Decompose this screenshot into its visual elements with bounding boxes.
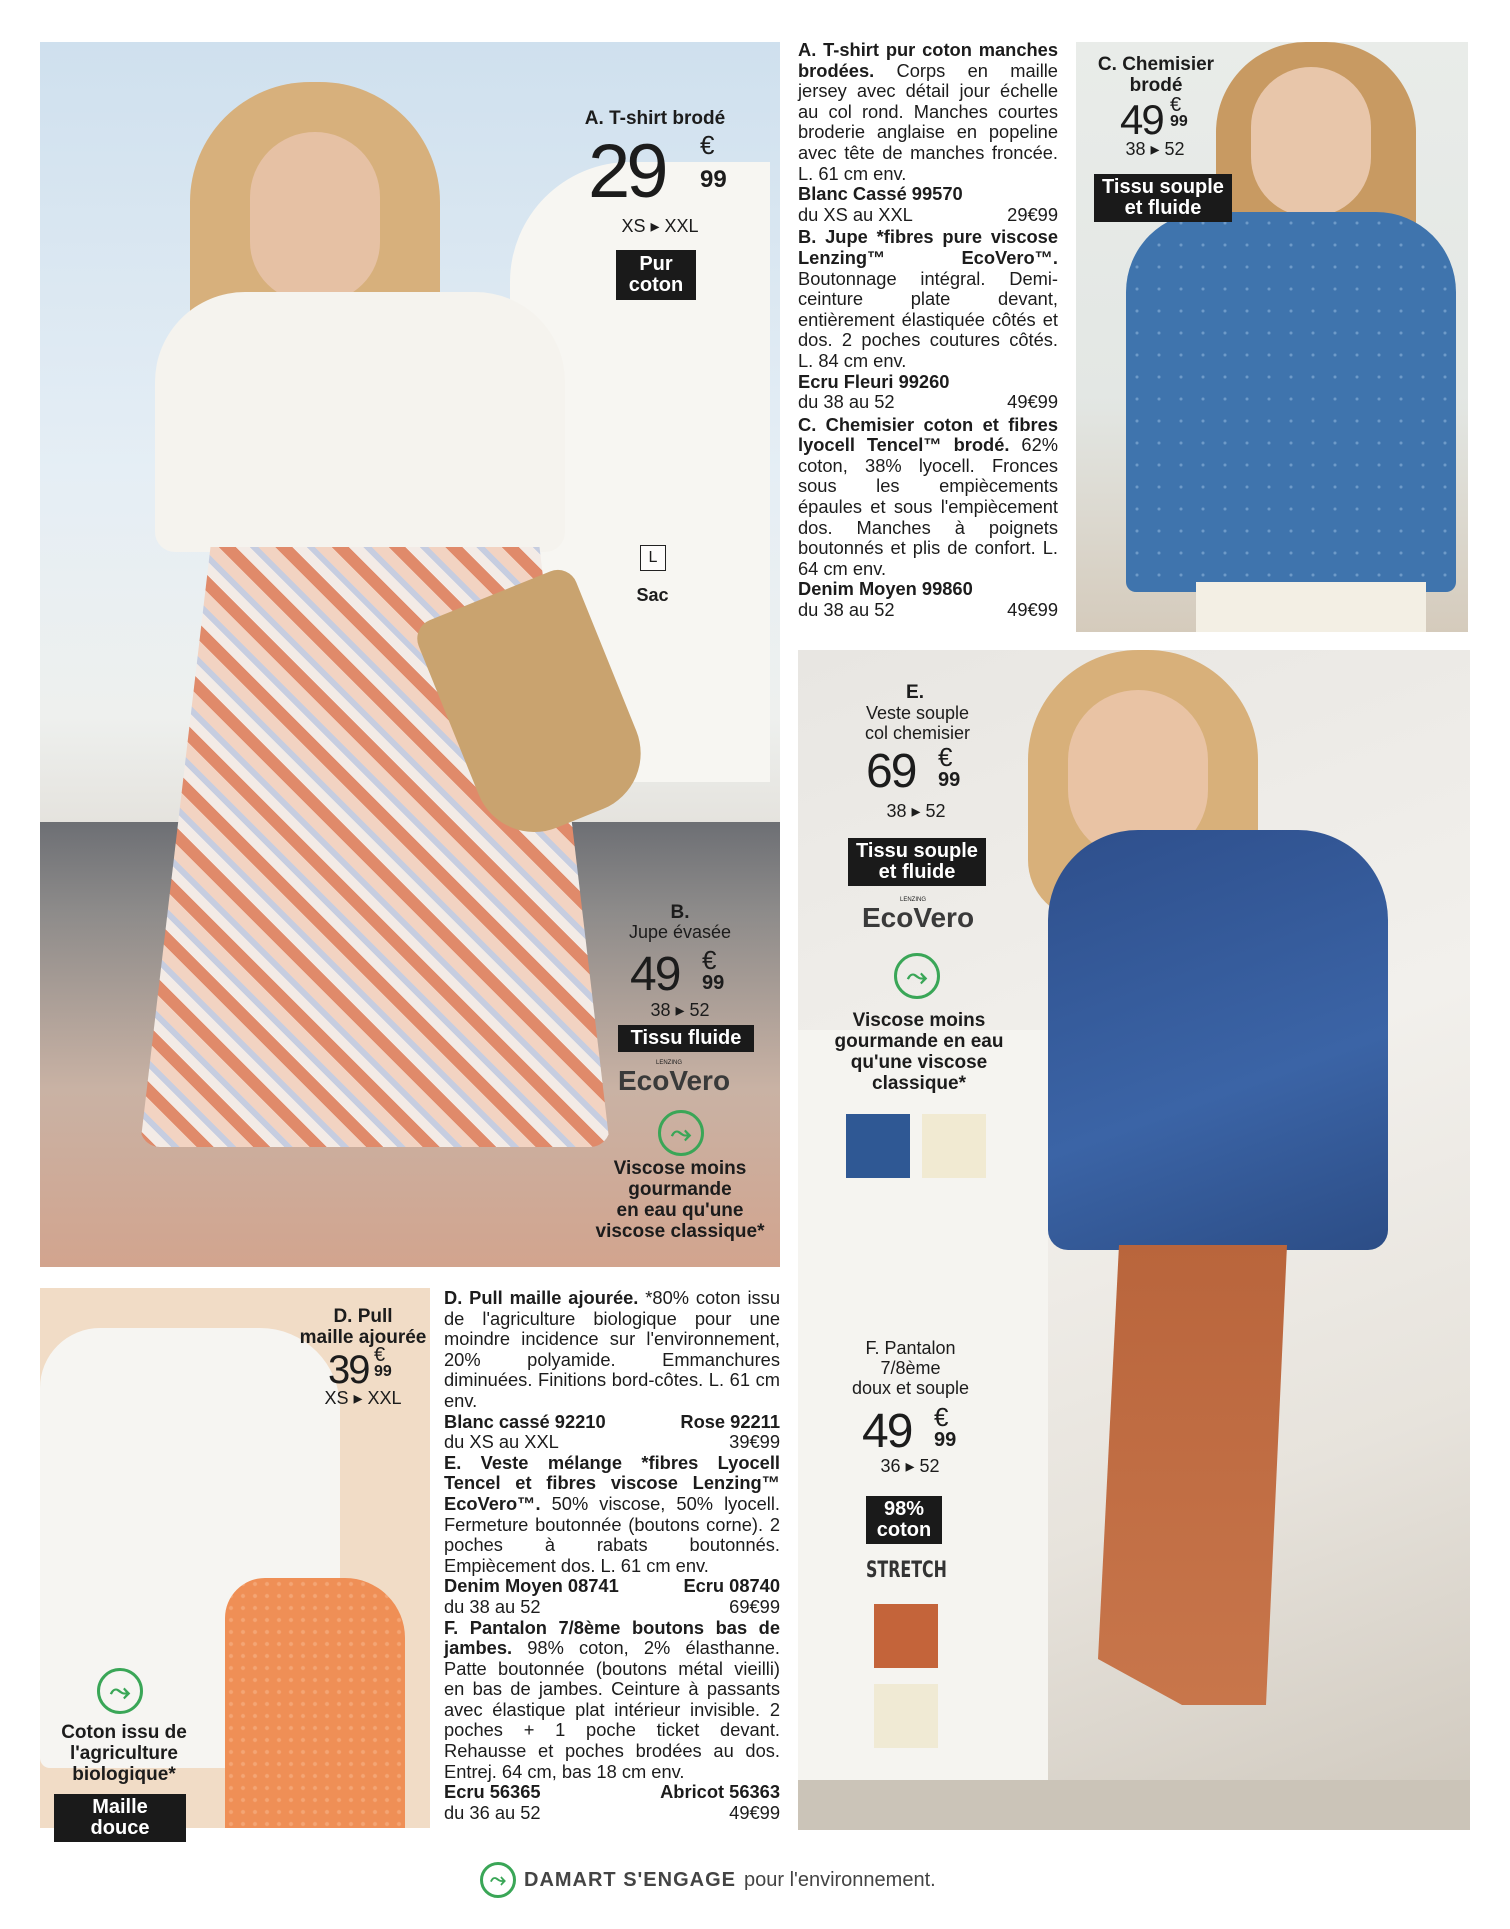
desc-column-top bbox=[798, 40, 1058, 621]
item-c-line: C. Chemisier bbox=[1097, 54, 1215, 75]
desc-f-title: F. Pantalon 7/8ème boutons bas de jambes. bbox=[444, 1616, 780, 1659]
denim-jacket bbox=[1048, 830, 1388, 1250]
desc-f-price: 49€99 bbox=[729, 1801, 780, 1823]
desc-f-sizes: du 36 au 52 bbox=[444, 1801, 541, 1823]
bio-leaf-icon: ⤳ bbox=[97, 1668, 143, 1714]
badge-line: 98% bbox=[883, 1498, 925, 1520]
desc-d-color2: Rose 92211 bbox=[680, 1410, 780, 1432]
price-euros: 69 bbox=[866, 745, 916, 798]
item-e-line: col chemisier bbox=[864, 723, 971, 743]
item-e-title bbox=[845, 703, 990, 743]
eco-line: gourmande en eau bbox=[834, 1031, 1004, 1052]
item-e-eco-text bbox=[826, 1010, 1012, 1094]
price-currency: € bbox=[700, 130, 715, 160]
desc-e-color2: Ecru 08740 bbox=[683, 1575, 780, 1597]
desc-e-price: 69€99 bbox=[729, 1595, 780, 1617]
price-cents: 99 bbox=[1170, 113, 1188, 130]
desc-b-sizes: du 38 au 52 bbox=[798, 391, 895, 413]
color-swatch-abricot[interactable] bbox=[874, 1604, 938, 1668]
ecovero-small: LENZING bbox=[656, 1060, 683, 1066]
model-face bbox=[250, 132, 380, 302]
ecovero-small: LENZING bbox=[900, 897, 927, 903]
desc-f-text: 98% coton, 2% élasthanne. Patte boutonnée (boutons métal vieilli) en bas de jambes. Ceinture à passants avec élastique plat intérieur invisible. 2 poches + 1 poche ticket devant. Rehausse et poches brodées au dos. Entrej. 64 cm, bas 18 cm env. bbox=[444, 1637, 780, 1782]
desc-d-text: *80% coton issu de l'agriculture biologique pour une moindre incidence sur l'environnement, 20% polyamide. Emmanchures diminuées. Finitions bord-côtes. L. 61 cm env. bbox=[444, 1287, 780, 1411]
eco-line: Viscose moins bbox=[613, 1158, 747, 1179]
desc-a-title: A. T-shirt pur coton manches brodées. bbox=[798, 39, 1058, 81]
item-b-sizes: 38 ▸ 52 bbox=[650, 1000, 710, 1020]
desc-c-price: 49€99 bbox=[1007, 599, 1058, 621]
price-currency: € bbox=[934, 1402, 949, 1432]
ecovero-brand: EcoVero bbox=[862, 902, 975, 933]
desc-f-color1: Ecru 56365 bbox=[444, 1781, 541, 1803]
desc-c-title: C. Chemisier coton et fibres lyocell Tencel™ brodé. bbox=[798, 413, 1058, 456]
desc-d-sizes: du XS au XXL bbox=[444, 1431, 559, 1453]
eco-line: qu'une viscose bbox=[850, 1052, 988, 1073]
desc-a-text: Corps en maille jersey avec détail jour échelle au col rond. Manches courtes broderie anglaise en popeline avec tête de manches froncée. L. 61 cm env. bbox=[798, 59, 1058, 184]
desc-b-text: Boutonnage intégral. Demi-ceinture plate devant, entièrement élastiquée côtés et dos. 2 poches coutures côtés. L. 84 cm env. bbox=[798, 267, 1058, 371]
desc-f-color2: Abricot 56363 bbox=[660, 1781, 780, 1803]
desc-column-bottom bbox=[444, 1288, 780, 1823]
desc-d-price: 39€99 bbox=[729, 1431, 780, 1453]
price-cents: 99 bbox=[702, 972, 725, 994]
footer-brand: DAMART S'ENGAGE bbox=[524, 1868, 736, 1891]
ecovero-brand: EcoVero bbox=[618, 1065, 731, 1096]
desc-e-color1: Denim Moyen 08741 bbox=[444, 1575, 619, 1597]
desc-d-title: D. Pull maille ajourée. bbox=[444, 1287, 639, 1308]
desc-a-color: Blanc Cassé 99570 bbox=[798, 183, 963, 205]
desc-d-color-row bbox=[444, 1412, 780, 1433]
item-f-price bbox=[862, 1402, 972, 1462]
desc-f-color-row bbox=[444, 1782, 780, 1803]
footer-text: pour l'environnement. bbox=[743, 1868, 936, 1891]
item-e-sizes: 38 ▸ 52 bbox=[886, 801, 946, 821]
eco-leaf-icon: ⤳ bbox=[894, 953, 940, 999]
item-e-line: Veste souple bbox=[865, 703, 970, 723]
desc-d bbox=[444, 1288, 780, 1453]
stretch-label: STRETCH bbox=[866, 1558, 947, 1583]
desc-a-size-row bbox=[798, 205, 1058, 226]
item-f-sizes: 36 ▸ 52 bbox=[880, 1456, 940, 1476]
eco-line: viscose classique* bbox=[595, 1221, 765, 1242]
item-b-badge: Tissu fluide bbox=[618, 1025, 754, 1052]
eco-line: Viscose moins bbox=[852, 1010, 986, 1031]
desc-f-size-row bbox=[444, 1803, 780, 1824]
desc-e bbox=[444, 1453, 780, 1618]
item-d-badge: Maille douce bbox=[54, 1794, 186, 1842]
badge-line: coton bbox=[876, 1519, 932, 1541]
desc-c-size-row bbox=[798, 600, 1058, 621]
price-euros: 29 bbox=[588, 129, 665, 214]
desc-d-color1: Blanc cassé 92210 bbox=[444, 1410, 606, 1432]
desc-e-title: E. Veste mélange *fibres Lyocell Tencel et fibres viscose Lenzing™ EcoVero™. bbox=[444, 1451, 780, 1514]
price-currency: € bbox=[1170, 94, 1182, 116]
item-f-line: 7/8ème bbox=[880, 1358, 941, 1378]
bag-label: Sac bbox=[636, 585, 669, 605]
ground bbox=[798, 1780, 1470, 1830]
item-a-badge bbox=[616, 250, 696, 300]
ecovero-logo bbox=[862, 897, 992, 937]
badge-line: et fluide bbox=[878, 861, 956, 883]
item-f-line: doux et souple bbox=[851, 1378, 970, 1398]
desc-b-color: Ecru Fleuri 99260 bbox=[798, 370, 950, 392]
price-euros: 39 bbox=[328, 1348, 369, 1392]
item-e-badge bbox=[848, 838, 986, 886]
price-cents: 99 bbox=[700, 166, 727, 193]
desc-b bbox=[798, 227, 1058, 412]
badge-line: Tissu souple bbox=[856, 840, 978, 862]
item-a-price bbox=[588, 126, 733, 218]
bio-line: biologique* bbox=[72, 1764, 176, 1785]
desc-b-size-row bbox=[798, 392, 1058, 413]
price-currency: € bbox=[374, 1344, 386, 1366]
desc-e-size-row bbox=[444, 1597, 780, 1618]
item-c-sizes: 38 ▸ 52 bbox=[1125, 139, 1185, 159]
bio-line: l'agriculture bbox=[70, 1743, 178, 1764]
color-swatch-ecru[interactable] bbox=[922, 1114, 986, 1178]
desc-c-sizes: du 38 au 52 bbox=[798, 599, 895, 621]
item-a-label: A. T-shirt brodé bbox=[584, 108, 726, 129]
item-d-price bbox=[328, 1346, 408, 1390]
badge-line: et fluide bbox=[1124, 197, 1202, 219]
desc-e-sizes: du 38 au 52 bbox=[444, 1595, 541, 1617]
desc-a-price: 29€99 bbox=[1007, 203, 1058, 225]
item-d-sizes: XS ▸ XXL bbox=[324, 1388, 402, 1408]
color-swatch-denim[interactable] bbox=[846, 1114, 910, 1178]
item-b-price bbox=[630, 945, 740, 1005]
price-cents: 99 bbox=[938, 769, 961, 791]
item-d-title bbox=[298, 1306, 428, 1348]
item-a-sizes: XS ▸ XXL bbox=[621, 216, 699, 236]
price-euros: 49 bbox=[630, 948, 680, 1001]
item-d-bio-text bbox=[52, 1722, 196, 1785]
price-euros: 49 bbox=[862, 1405, 912, 1458]
orange-sweater bbox=[225, 1578, 405, 1828]
badge-line: Pur bbox=[639, 253, 673, 275]
item-e-letter: E. bbox=[906, 682, 924, 703]
footer bbox=[480, 1860, 1040, 1900]
price-cents: 99 bbox=[934, 1429, 957, 1451]
desc-f bbox=[444, 1618, 780, 1824]
price-currency: € bbox=[702, 945, 717, 975]
desc-c-text: 62% coton, 38% lyocell. Fronces sous les empiècements épaules et sous l'empiècement dos. Manches à poignets boutonnés et plis de confort. L. 64 cm env. bbox=[798, 434, 1058, 579]
eco-line: gourmande bbox=[628, 1179, 732, 1200]
price-cents: 99 bbox=[374, 1363, 392, 1380]
desc-a-sizes: du XS au XXL bbox=[798, 203, 913, 225]
white-tshirt bbox=[155, 292, 565, 552]
item-e-price bbox=[866, 742, 976, 802]
eco-line: en eau qu'une bbox=[616, 1200, 744, 1221]
item-f-badge bbox=[866, 1496, 942, 1544]
color-swatch-ecru[interactable] bbox=[874, 1684, 938, 1748]
price-euros: 49 bbox=[1120, 96, 1163, 143]
eco-leaf-icon: ⤳ bbox=[658, 1110, 704, 1156]
item-b-eco-text bbox=[585, 1158, 775, 1242]
item-d-line: maille ajourée bbox=[299, 1327, 427, 1348]
price-currency: € bbox=[938, 742, 953, 772]
desc-c-color: Denim Moyen 99860 bbox=[798, 578, 973, 600]
white-trousers bbox=[1196, 582, 1426, 632]
desc-d-size-row bbox=[444, 1432, 780, 1453]
desc-b-price: 49€99 bbox=[1007, 391, 1058, 413]
denim-shirt bbox=[1126, 212, 1456, 592]
item-d-line: D. Pull bbox=[333, 1306, 393, 1327]
desc-b-title: B. Jupe *fibres pure viscose Lenzing™ EcoVero™. bbox=[798, 226, 1058, 268]
desc-a bbox=[798, 40, 1058, 225]
desc-e-text: 50% viscose, 50% lyocell. Fermeture boutonnée (boutons corne). 2 poches à rabats boutonnés. Empiècement dos. L. 61 cm env. bbox=[444, 1492, 780, 1576]
ecovero-logo bbox=[618, 1060, 743, 1100]
item-f-title bbox=[838, 1338, 983, 1398]
desc-c bbox=[798, 415, 1058, 621]
model-face bbox=[1251, 67, 1371, 217]
item-b-label: Jupe évasée bbox=[628, 922, 732, 942]
damart-eco-icon: ⤳ bbox=[480, 1862, 516, 1898]
item-c-line: brodé bbox=[1129, 75, 1183, 96]
badge-line: Tissu souple bbox=[1102, 176, 1224, 198]
bio-line: Coton issu de bbox=[61, 1722, 187, 1743]
item-f-line: F. Pantalon bbox=[865, 1338, 956, 1358]
item-b-letter: B. bbox=[670, 902, 690, 923]
item-c-badge bbox=[1094, 174, 1232, 222]
item-c-title bbox=[1086, 54, 1226, 96]
badge-line: coton bbox=[628, 274, 684, 296]
desc-e-color-row bbox=[444, 1576, 780, 1597]
bag-letter-box: L bbox=[640, 545, 666, 571]
eco-line: classique* bbox=[872, 1073, 966, 1094]
rust-trousers bbox=[1098, 1245, 1308, 1705]
